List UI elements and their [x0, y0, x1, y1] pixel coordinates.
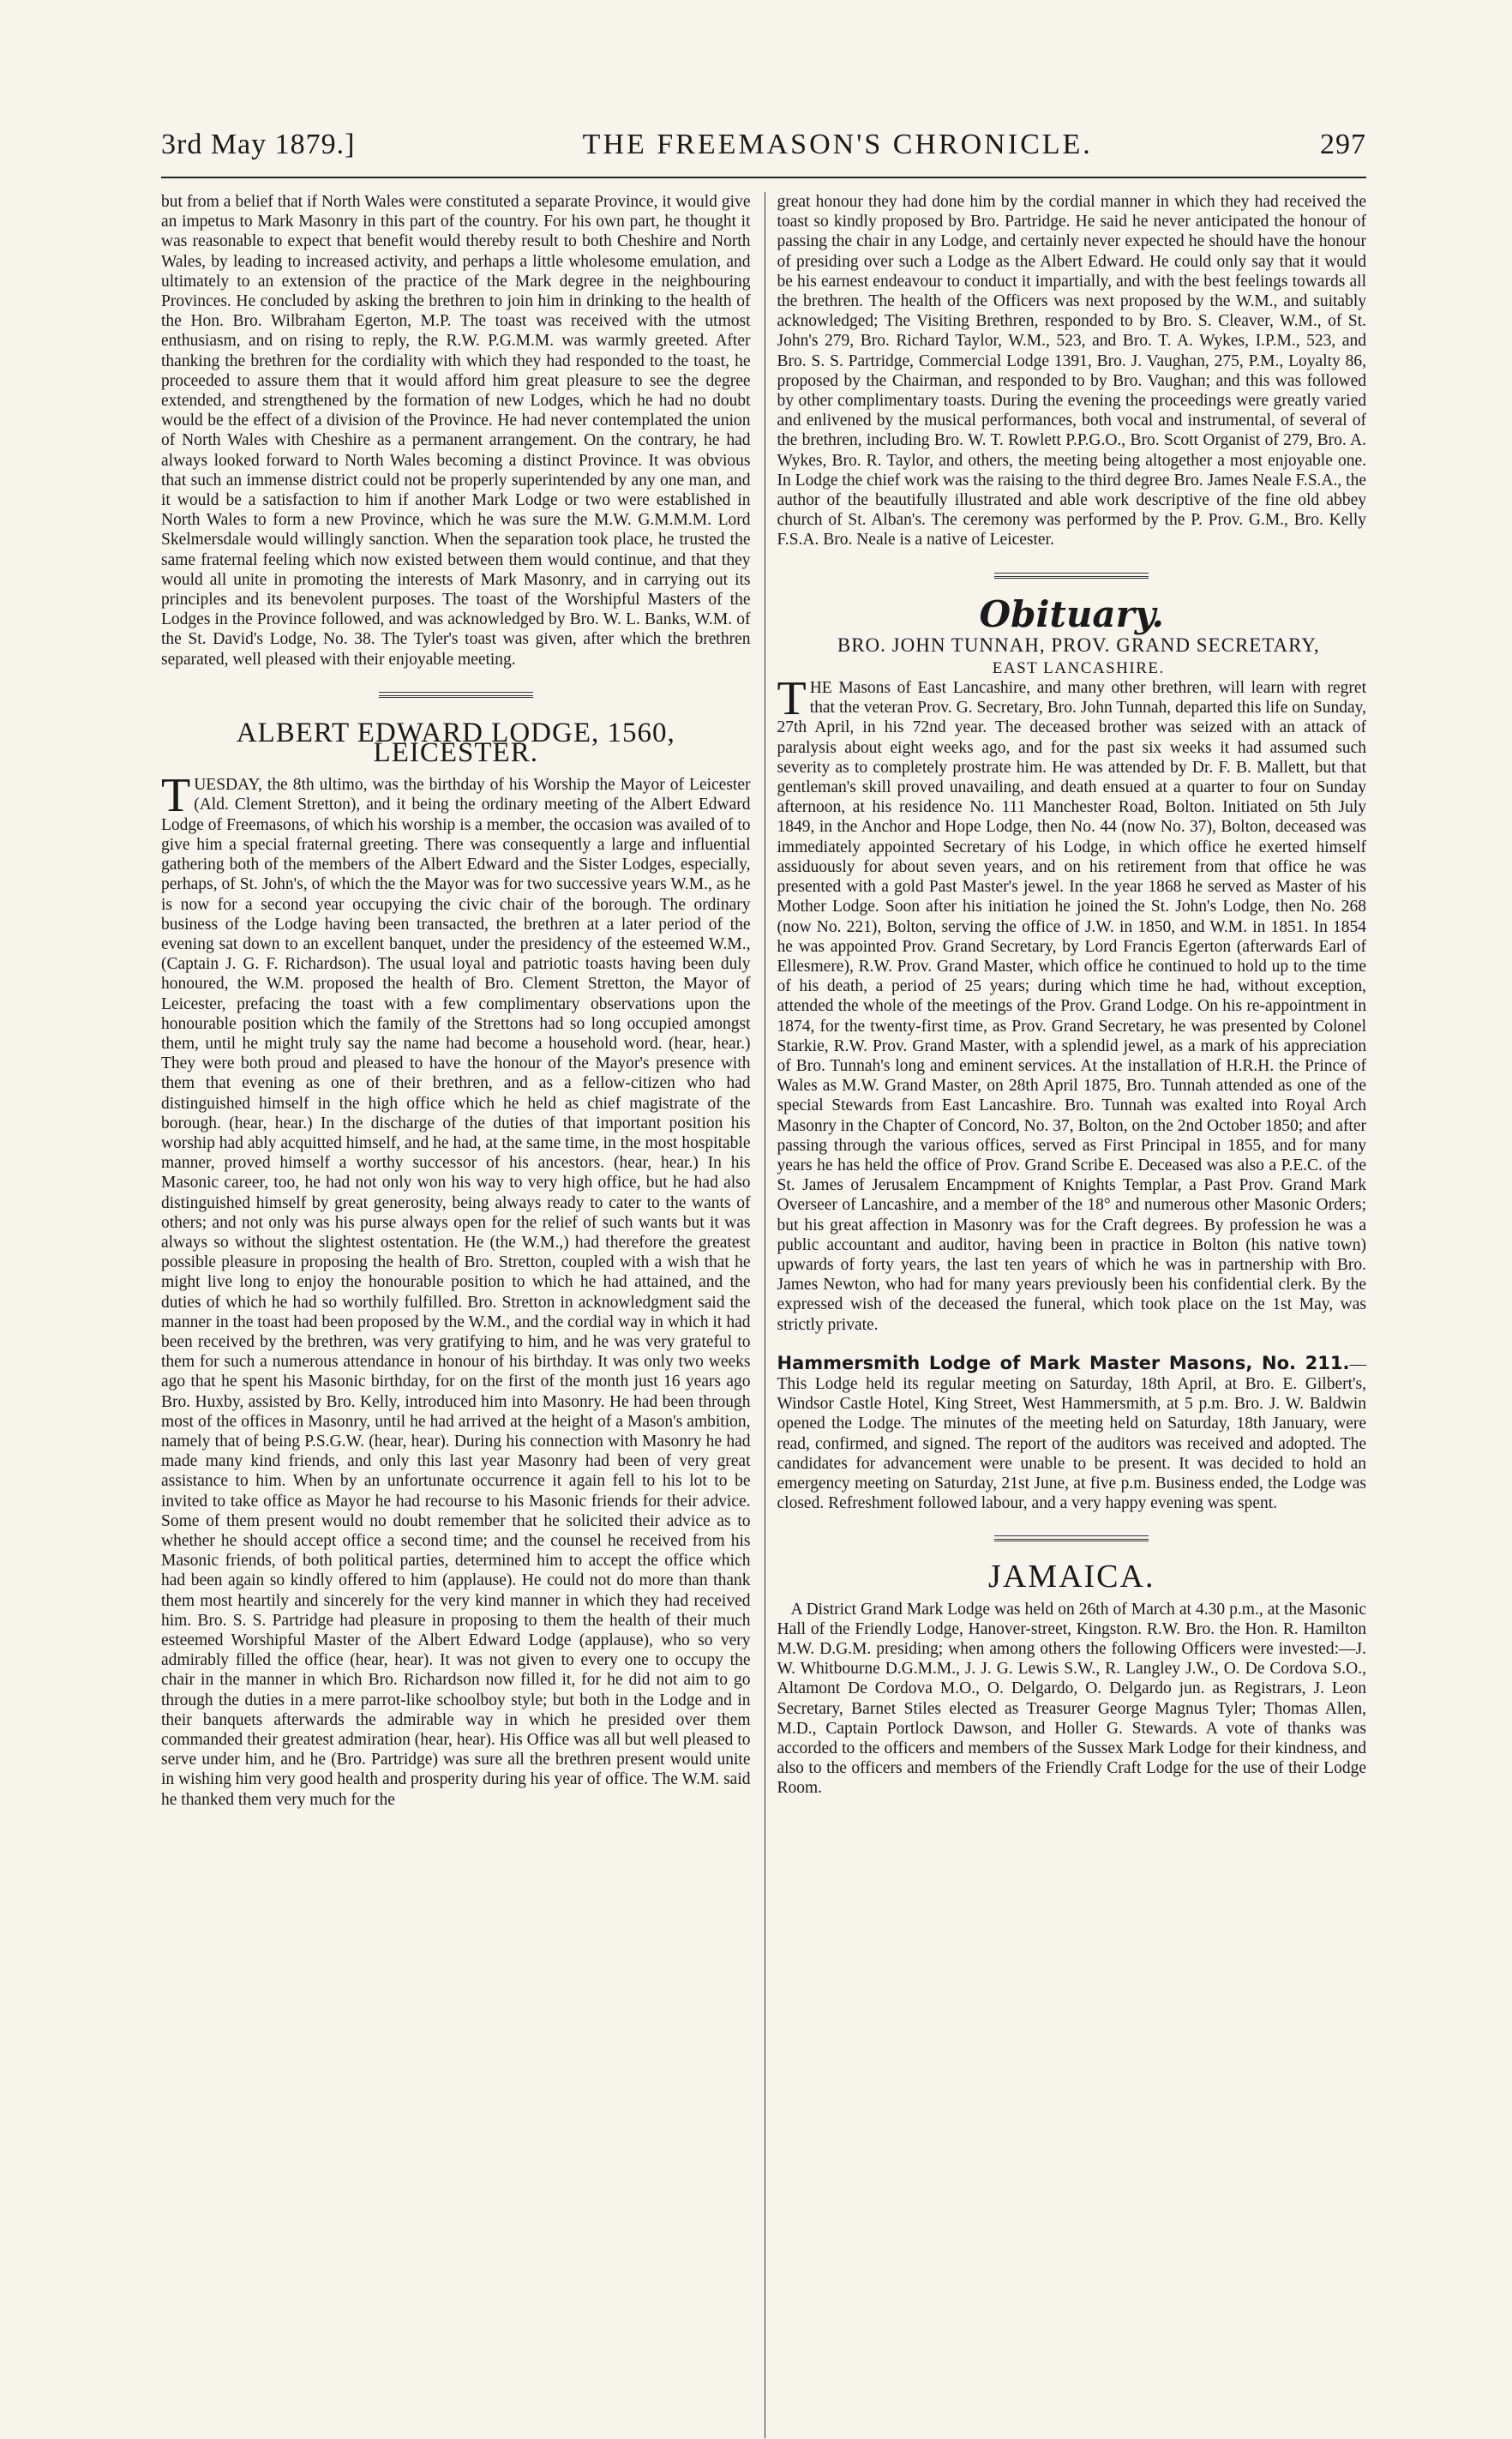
albert-edward-heading: ALBERT EDWARD LODGE, 1560, LEICESTER.	[236, 717, 675, 769]
page-number: 297	[1319, 129, 1366, 160]
jamaica-text: A District Grand Mark Lodge was held on 26th of March at 4.30 p.m., at the Masonic Hall of the Friendly Lodge, Hanover-street, Kingston. R.W. Bro. the Hon. R. Hamilton M.W. D.G.M. presiding; when among others the following Officers were invested:—J. W. Whitbourne D.G.M.M., J. J. G. Lewis S.W., R. Langley J.W., O. De Cordova S.O., Altamont De Cordova M.O., O. Delgardo, O. Delgardo jun. as Registrars, J. Leon Secretary, Barnet Stiles elected as Treasurer George Magnus Tyler; Thomas Allen, M.D., Captain Portlock Dawson, and Holler G. Stewards. A vote of thanks was accorded to the officers and members of the Sussex Mark Lodge for their kindness, and also to the officers and members of the Friendly Craft Lodge for the use of their Lodge Room.	[777, 1600, 1366, 1798]
obituary-subtitle: BRO. JOHN TUNNAH, PROV. GRAND SECRETARY,	[837, 634, 1320, 656]
obituary-dropcap: T	[777, 672, 807, 726]
hammersmith-heading: Hammersmith Lodge of Mark Master Masons, No. 211.	[777, 1352, 1350, 1373]
hammersmith-article	[777, 1354, 1367, 1514]
section-divider	[994, 1535, 1149, 1541]
obituary-article	[777, 672, 1367, 1335]
section-divider	[379, 692, 533, 698]
jamaica-heading: JAMAICA.	[988, 1559, 1155, 1595]
albert-edward-text: UESDAY, the 8th ultimo, was the birthday of his Worship the Mayor of Leicester (Ald. Clement Stretton), and it being the ordinary meeting of the Albert Edward Lodge of Freemasons, of which his worship is a member, the occasion was availed of to give him a special fraternal greeting. There was consequently a large and influential gathering both of the members of the Albert Edward and the Sister Lodges, especially, perhaps, of St. John's, of which the the Mayor was for two successive years W.M., as he is now for a second year occupying the civic chair of the borough. The ordinary business of the Lodge having been transacted, the brethren at a later period of the evening sat down to an excellent banquet, under the presidency of the esteemed W.M., (Captain J. G. F. Richardson). The usual loyal and patriotic toasts having been duly honoured, the W.M. proposed the health of Bro. Clement Stretton, the Mayor of Leicester, prefacing the toast with a few complimentary observations upon the honourable position which the family of the Strettons had so long occupied amongst them, until he might truly say the name had become a household word. (hear, hear.) They were both proud and pleased to have the honour of the Mayor's presence with them that evening as one of their brethren, and as a fellow-citizen who had distinguished himself in the high office which he held as chief magistrate of the borough. (hear, hear.) In the discharge of the duties of that important position his worship had ably acquitted himself, and he had, at the same time, in the most hospitable manner, proved himself a worthy successor of his ancestors. (hear, hear.) In his Masonic career, too, he had not only won his way to very high office, but he had also distinguished himself by great generosity, being always ready to cater to the wants of others; and not only was his purse always open for the relief of such wants but it was always so without the slightest ostentation. He (the W.M.,) had therefore the greatest possible pleasure in proposing the health of Bro. Stretton, coupled with a wish that he might live long to enjoy the honourable position to which he had attained, and the duties of which he had so worthily fulfilled. Bro. Stretton in acknowledgment said the manner in the toast had been proposed by the W.M., and the cordial way in which it had been received by the brethren, was very gratifying to him, and he was very grateful to them for such a numerous attendance in honour of his birthday. It was only two weeks ago that he spent his Masonic birthday, for on the first of the month just 16 years ago Bro. Huxby, assisted by Bro. Kelly, introduced him into Masonry. He had been through most of the offices in Masonry, until he had arrived at the height of a Mason's ambition, namely that of being P.S.G.W. (hear, hear). During his connection with Masonry he had made many kind friends, and only this last year Masonry had been of very great assistance to him. When by an unfortunate occurrence it again fell to his lot to be invited to take office as Mayor he had recourse to his Masonic friends for their advice. Some of them present would no doubt remember that he solicited their advice as to whether he should accept office a second time; and the counsel he received from his Masonic friends, of both political parties, determined him to accept the office which had been again so kindly offered to him (applause). He could not do more than thank them most heartily and sincerely for the very kind manner in which they had received him. Bro. S. S. Partridge had pleasure in proposing to them the health of their much esteemed Worshipful Master of the Albert Edward Lodge (applause), who so very admirably filled the office (hear, hear). It was not given to every one to occupy the chair in the manner in which Bro. Richardson now filled it, for he did not aim to go through the duties in a mere parrot-like schoolboy style; but both in the Lodge and in their banquets afterwards the admirable way in which he presided over them commanded their greatest admiration (hear, hear). His Office was all but well pleased to serve under him, and he (Bro. Partridge) was sure all the brethren present would unite in wishing him very good health and prosperity during his year of office. The W.M. said he thanked them very much for the	[161, 776, 751, 1809]
continued-article-text: but from a belief that if North Wales were constituted a separate Province, it would give an impetus to Mark Masonry in this part of the country. For his own part, he thought it was reasonable to expect that benefit would thereby result to both Cheshire and North Wales, by leading to increased activity, and perhaps a little wholesome emulation, and ultimately to an extension of the practice of the Mark degree in the neighbouring Provinces. He concluded by asking the brethren to join him in drinking to the health of the Hon. Bro. Wilbraham Egerton, M.P. The toast was received with the utmost enthusiasm, and on rising to reply, the R.W. P.G.M.M. was warmly greeted. After thanking the brethren for the cordiality with which they had responded to the toast, he proceeded to assure them that it would afford him great pleasure to see the degree extended, and strengthened by the formation of new Lodges, which he had no doubt would be the effect of a division of the Province. He had never contemplated the union of North Wales with Cheshire as a permanent arrangement. On the contrary, he had always looked forward to North Wales becoming a distinct Province. It was obvious that such an immense district could not be properly superintended by any one man, and it would be a satisfaction to him if another Mark Lodge or two were established in North Wales to form a new Province, which he was sure the M.W. G.M.M.M. Lord Skelmersdale would willingly sanction. When the separation took place, he trusted the same fraternal feeling which now existed between them would continue, and that they would all unite in promoting the interests of Mark Masonry, and in carrying out its principles and its benevolent purposes. The toast of the Worshipful Masters of the Lodges in the Province followed, and was acknowledged by Bro. W. L. Banks, W.M. of the St. David's Lodge, No. 38. The Tyler's toast was given, after which the brethren separated, well pleased with their enjoyable meeting.	[161, 193, 751, 669]
left-column	[161, 192, 765, 2438]
obituary-text: HE Masons of East Lancashire, and many other brethren, will learn with regret that the veteran Prov. G. Secretary, Bro. John Tunnah, departed this life on Sunday, 27th April, in his 72nd year. The deceased brother was seized with an attack of paralysis about eight weeks ago, and for the past six weeks it had assumed such severity as to completely prostrate him. He was attended by Dr. F. B. Mallett, but that gentleman's skill proved unavailing, and death ensued at a quarter to four on Sunday afternoon, at his residence No. 111 Manchester Road, Bolton. Initiated on 5th July 1849, in the Anchor and Hope Lodge, then No. 44 (now No. 37), Bolton, deceased was immediately appointed Secretary of his Lodge, in which office he exerted himself assiduously for about seven years, and on his retirement from that office he was presented with a gold Past Master's jewel. In the year 1868 he served as Master of his Mother Lodge. Soon after his initiation he joined the St. John's Lodge, then No. 268 (now No. 221), Bolton, serving the office of J.W. in 1850, and W.M. in 1851. In 1854 he was appointed Prov. Grand Secretary, by Lord Francis Egerton (afterwards Earl of Ellesmere), R.W. Prov. Grand Master, which office he continued to hold up to the time of his death, a period of 25 years; during which time he had, without exception, attended the whole of the meetings of the Prov. Grand Lodge. On his re-appointment in 1874, for the twenty-first time, as Prov. Grand Secretary, he was presented by Colonel Starkie, R.W. Prov. Grand Master, with a splendid jewel, as a mark of his appreciation of Bro. Tunnah's long and eminent services. At the installation of H.R.H. the Prince of Wales as M.W. Grand Master, on 28th April 1875, Bro. Tunnah attended as one of the special Stewards from East Lancashire. Bro. Tunnah was exalted into Royal Arch Masonry in the Chapter of Concord, No. 37, Bolton, on the 2nd October 1850; and after passing through the various offices, served as First Principal in 1855, and for many years he has held the office of Prov. Grand Scribe E. Deceased was also a P.E.C. of the St. James of Jerusalem Encampment of Knights Templar, a Past Prov. Grand Mark Overseer of Lancashire, and a member of the 18° and numerous other Masonic Orders; but his great affection in Masonry was for the Craft degrees. By profession he was a public accountant and auditor, having been in practice in Bolton (his native town) upwards of forty years, the last ten years of which he was in partnership with Bro. James Newton, who had for many years previously been his confidential clerk. By the expressed wish of the deceased the funeral, which took place on the 1st May, was strictly private.	[777, 679, 1366, 1334]
article-columns	[161, 192, 1366, 2438]
section-divider	[994, 573, 1149, 579]
hammersmith-text: —This Lodge held its regular meeting on Saturday, 18th April, at Bro. E. Gilbert's, Windsor Castle Hotel, King Street, West Hammersmith, at 5 p.m. Bro. J. W. Baldwin opened the Lodge. The minutes of the meeting held on Saturday, 18th January, were read, confirmed, and signed. The report of the auditors was received and adopted. The candidates for advancement were unable to be present. It was decided to hold an emergency meeting on Saturday, 21st June, at five p.m. Business ended, the Lodge was closed. Refreshment followed labour, and a very happy evening was spent.	[777, 1355, 1366, 1513]
albert-dropcap: T	[161, 769, 191, 823]
albert-edward-article	[161, 769, 751, 1810]
right-column	[765, 192, 1367, 2438]
publication-title: THE FREEMASON'S CHRONICLE.	[582, 129, 1093, 160]
issue-date: 3rd May 1879.]	[161, 129, 356, 160]
page-header	[161, 129, 1366, 178]
obituary-heading: Obituary.	[979, 592, 1164, 635]
continued-report-text: great honour they had done him by the cordial manner in which they had received the toast so kindly proposed by Bro. Partridge. He said he never anticipated the honour of passing the chair in any Lodge, and certainly never expected he should have the honour of presiding over such a Lodge as the Albert Edward. He could only say that it would be his earnest endeavour to conduct it impartially, and with the best feelings towards all the brethren. The health of the Officers was next proposed by the W.M., and suitably acknowledged; The Visiting Brethren, responded to by Bro. S. Cleaver, W.M., of St. John's 279, Bro. Richard Taylor, W.M., 523, and Bro. T. A. Wykes, I.P.M., 523, and Bro. S. S. Partridge, Commercial Lodge 1391, Bro. J. Vaughan, 275, P.M., Loyalty 86, proposed by the Chairman, and responded to by Bro. Vaughan; and this was followed by other complimentary toasts. During the evening the proceedings were greatly varied and enlivened by the musical performances, both vocal and instrumental, of several of the brethren, including Bro. W. T. Rowlett P.P.G.O., Bro. Scott Organist of 279, Bro. A. Wykes, Bro. R. Taylor, and others, the meeting being altogether a most enjoyable one. In Lodge the chief work was the raising to the third degree Bro. James Neale F.S.A., the author of the beautifully illustrated and able work descriptive of the fine old abbey church of St. Alban's. The ceremony was performed by the P. Prov. G.M., Bro. Kelly F.S.A. Bro. Neale is a native of Leicester.	[777, 193, 1366, 550]
obituary-subtitle-location: EAST LANCASHIRE.	[992, 658, 1165, 677]
